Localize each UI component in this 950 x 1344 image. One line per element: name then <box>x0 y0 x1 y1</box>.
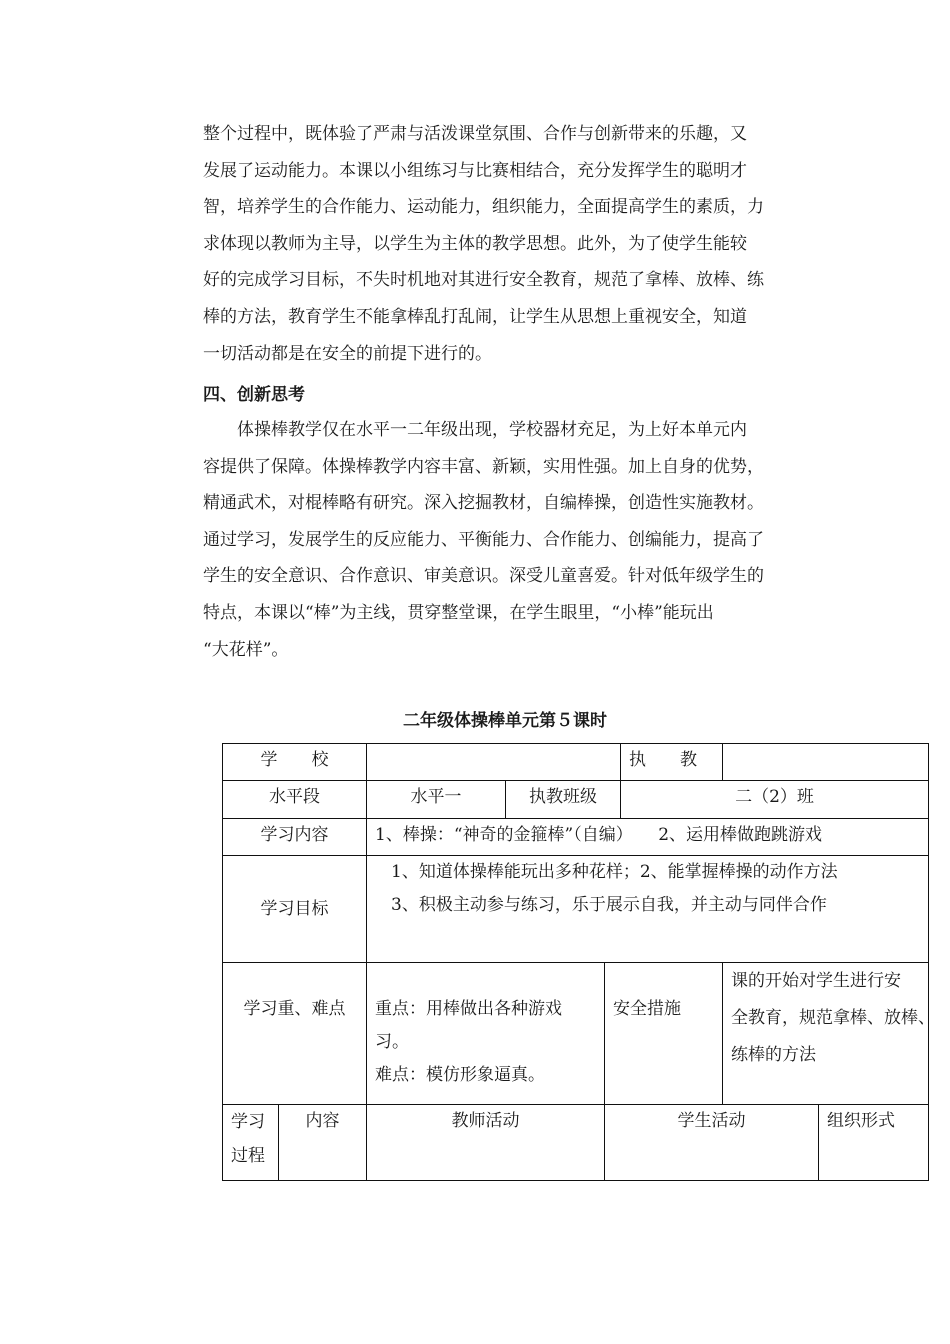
goal-line: 1、知道体操棒能玩出多种花样；2、能掌握棒操的动作方法 <box>391 862 838 882</box>
goal-line: 3、积极主动参与练习，乐于展示自我，并主动与同伴合作 <box>391 895 827 915</box>
key-points-value <box>367 963 605 1105</box>
text-line: 体操棒教学仅在水平一二年级出现，学校器材充足，为上好本单元内 <box>203 420 747 440</box>
safety-line: 课的开始对学生进行安 <box>731 971 902 991</box>
safety-line: 全教育，规范拿棒、放棒、 <box>731 1008 936 1028</box>
key-line: 难点：模仿形象逼真。 <box>375 1065 545 1085</box>
school-value <box>367 744 621 781</box>
safety-line: 练棒的方法 <box>731 1045 817 1065</box>
header-teacher-activity: 教师活动 <box>367 1105 605 1181</box>
header-organization: 组织形式 <box>819 1105 929 1181</box>
teacher-value <box>723 744 929 781</box>
text-line: 求体现以教师为主导，以学生为主体的教学思想。此外，为了使学生能较 <box>203 233 747 254</box>
header-content: 内容 <box>279 1105 367 1181</box>
header-student-activity: 学生活动 <box>605 1105 819 1181</box>
text-line: 棒的方法，教育学生不能拿棒乱打乱闹，让学生从思想上重视安全，知道 <box>203 306 747 327</box>
section-heading: 四、创新思考 <box>203 385 305 405</box>
text-line: 容提供了保障。体操棒教学内容丰富、新颖，实用性强。加上自身的优势， <box>203 456 764 477</box>
text-line: 特点，本课以“棒”为主线，贯穿整堂课，在学生眼里，“小棒”能玩出 <box>203 602 714 623</box>
text-line: 发展了运动能力。本课以小组练习与比赛相结合，充分发挥学生的聪明才 <box>203 160 747 181</box>
goal-value <box>367 856 929 963</box>
lesson-plan-table <box>222 743 936 1181</box>
text-line: “大花样”。 <box>203 639 289 660</box>
key-line: 重点：用棒做出各种游戏 <box>375 999 562 1019</box>
text-line: 学生的安全意识、合作意识、审美意识。深受儿童喜爱。针对低年级学生的 <box>203 566 764 587</box>
teacher-label: 执 教 <box>621 744 723 781</box>
goal-label: 学习目标 <box>223 856 367 963</box>
paragraph-2 <box>203 412 813 668</box>
key-points-label: 学习重、难点 <box>223 963 367 1105</box>
text-line: 一切活动都是在安全的前提下进行的。 <box>203 343 492 364</box>
process-line: 过程 <box>231 1146 265 1166</box>
text-line: 整个过程中，既体验了严肃与活泼课堂氛围、合作与创新带来的乐趣，又 <box>203 124 747 144</box>
table-title: 二年级体操棒单元第５课时 <box>403 711 607 731</box>
safety-value <box>723 963 936 1105</box>
level-value: 水平一 <box>367 781 506 819</box>
process-line: 学习 <box>231 1112 265 1132</box>
text-line: 智，培养学生的合作能力、运动能力，组织能力，全面提高学生的素质，力 <box>203 197 764 218</box>
key-line: 习。 <box>375 1032 409 1052</box>
level-label: 水平段 <box>223 781 367 819</box>
class-value: 二（2）班 <box>621 781 929 819</box>
text-line: 精通武术，对棍棒略有研究。深入挖掘教材，自编棒操，创造性实施教材。 <box>203 493 764 514</box>
content-value: 1、棒操：“神奇的金箍棒”（自编） 2、运用棒做跑跳游戏 <box>367 819 929 856</box>
text-line: 好的完成学习目标，不失时机地对其进行安全教育，规范了拿棒、放棒、练 <box>203 270 764 291</box>
school-label: 学 校 <box>223 744 367 781</box>
content-label: 学习内容 <box>223 819 367 856</box>
text-line: 通过学习，发展学生的反应能力、平衡能力、合作能力、创编能力，提高了 <box>203 529 764 550</box>
process-label <box>223 1105 279 1181</box>
paragraph-1 <box>203 116 813 372</box>
safety-label: 安全措施 <box>605 963 723 1105</box>
class-label: 执教班级 <box>506 781 621 819</box>
